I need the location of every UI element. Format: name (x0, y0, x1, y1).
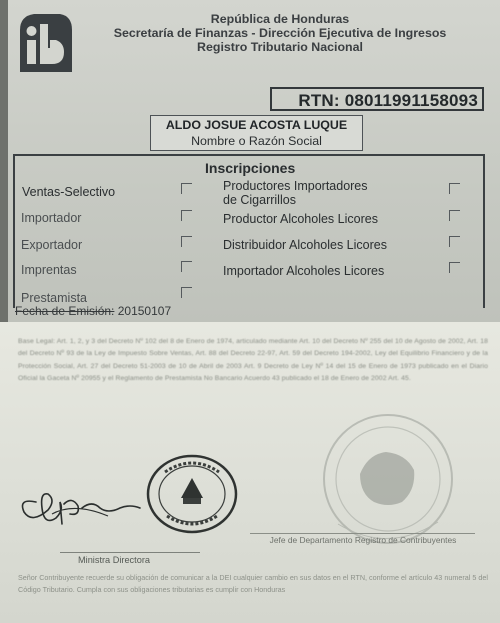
label-imprentas: Imprentas (21, 263, 77, 277)
checkbox-prestamista (181, 287, 192, 298)
signature-line-left (60, 552, 200, 553)
rtn-card-back (0, 322, 500, 623)
taxpayer-name-box (150, 115, 363, 151)
label-distribuidor-alcoholes: Distribuidor Alcoholes Licores (223, 238, 387, 252)
legal-basis-text: Base Legal: Art. 1, 2, y 3 del Decreto Nº 102 del 8 de Enero de 1974, articulado mediante Art. 10 del Decreto Nº 255 del 10 de Agosto de 2002, Art. 18 del Decreto Nº 93 de la Ley de Impuesto Sobre Ventas, Art. 88 del Decreto 22-97, Art. 59 del Decreto 194-2002, Ley del Equilibrio Financiero y de la Protección Social, Art. 27 del Decreto 51-2003 de 10 de Abril de 2003 Art. 9 Decreto de Ley Nº 14 del 15 de Enero de 1973 publicado en el Diario Oficial la Gaceta Nº 20955 y el Reglamento de Prestamista No Bancario Acuerdo 43 publicado el 18 de Enero de 2002 Art. 45. (18, 338, 488, 383)
checkbox-ventas-selectivo (181, 183, 192, 194)
label-de-cigarrillos: de Cigarrillos (223, 193, 296, 207)
label-productor-alcoholes: Productor Alcoholes Licores (223, 212, 378, 226)
signer-role-right: Jefe de Departamento Registro de Contribuyentes (269, 535, 457, 545)
checkbox-importador (181, 210, 192, 221)
header-agency: Secretaría de Finanzas - Dirección Ejecutiva de Ingresos (113, 26, 447, 40)
label-exportador: Exportador (21, 238, 83, 252)
header-country: República de Honduras (210, 12, 350, 26)
header-registry: Registro Tributario Nacional (197, 40, 363, 54)
label-importador-alcoholes: Importador Alcoholes Licores (223, 264, 385, 278)
fecha-emision (15, 304, 171, 318)
rtn-number: RTN: 08011991158093 (270, 87, 484, 111)
signature-line-right (250, 533, 475, 534)
taxpayer-name: ALDO JOSUE ACOSTA LUQUE (165, 118, 348, 132)
checkbox-importador-alcoholes (449, 262, 460, 273)
fecha-emision-label: Fecha de Emisión: (15, 304, 115, 318)
official-seal-left-icon (145, 452, 241, 538)
official-seal-right-icon (298, 404, 473, 544)
label-importador: Importador (21, 211, 82, 225)
checkbox-productores-cigarrillos (449, 183, 460, 194)
signer-role-left: Ministra Directora (78, 555, 150, 565)
label-ventas-selectivo: Ventas-Selectivo (22, 185, 116, 199)
taxpayer-notice-text: Señor Contribuyente recuerde su obligación de comunicar a la DEI cualquier cambio en sus datos en el RTN, conforme el artículo 43 numeral 5 del Código Tributario. Cumpla con sus obligaciones tributarias es cumplir con Honduras (18, 573, 488, 594)
checkbox-productor-alcoholes (449, 210, 460, 221)
checkbox-imprentas (181, 261, 192, 272)
fecha-emision-value: 20150107 (117, 304, 172, 318)
label-prestamista: Prestamista (21, 291, 87, 305)
inscripciones-title: Inscripciones (205, 160, 296, 176)
card-edge (0, 0, 8, 322)
inscripciones-box (13, 154, 485, 308)
card-header (80, 12, 480, 54)
dei-logo-icon (16, 10, 74, 74)
label-productores-importadores: Productores Importadores (223, 179, 368, 193)
signature-left-icon (8, 464, 148, 534)
taxpayer-name-label: Nombre o Razón Social (191, 134, 322, 148)
checkbox-exportador (181, 236, 192, 247)
checkbox-distribuidor-alcoholes (449, 236, 460, 247)
